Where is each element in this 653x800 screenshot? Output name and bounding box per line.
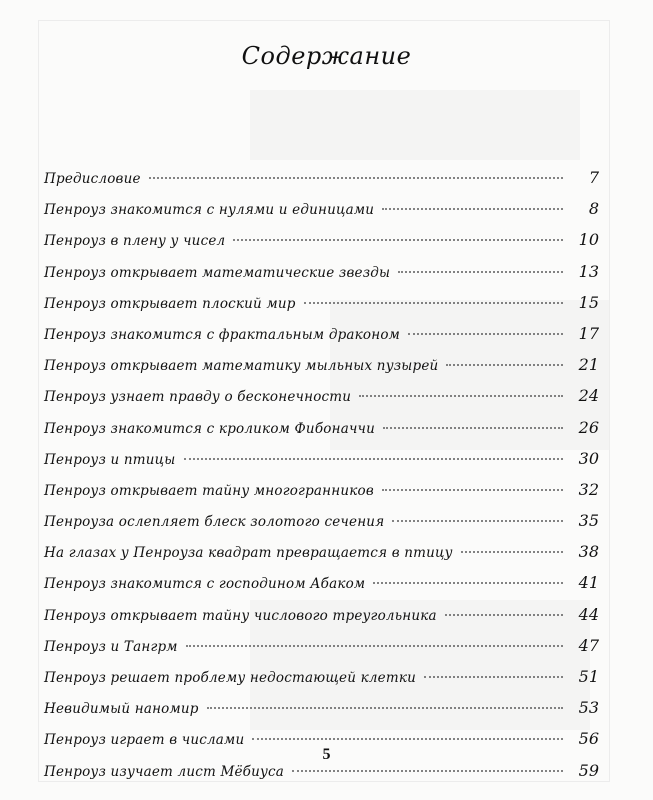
toc-entry-title: Пенроуз и птицы	[44, 451, 176, 468]
page-title: Содержание	[241, 42, 412, 70]
toc-entry[interactable]	[44, 287, 599, 318]
toc-entry-page: 26	[578, 417, 599, 437]
dot-leader	[382, 489, 563, 491]
toc-entry-title: Пенроуз открывает тайну многогранников	[44, 482, 374, 499]
toc-entry[interactable]	[44, 349, 599, 380]
toc-entry[interactable]	[44, 474, 599, 505]
toc-entry-title: Невидимый наномир	[44, 701, 199, 718]
toc-entry-page: 56	[578, 729, 599, 749]
toc-entry-title: Пенроуз решает проблему недостающей клетки	[44, 670, 417, 686]
toc-entry-page: 47	[578, 635, 599, 655]
toc-entry-page: 13	[578, 261, 599, 281]
toc-entry-page: 30	[578, 448, 599, 468]
toc-entry-page: 53	[578, 698, 599, 718]
table-of-contents	[44, 162, 599, 786]
toc-entry-title: Пенроуз знакомится с господином Абаком	[44, 576, 366, 593]
toc-entry[interactable]	[44, 505, 599, 536]
toc-entry-page: 51	[578, 667, 599, 686]
toc-entry-page: 24	[578, 386, 599, 406]
dot-leader	[233, 239, 563, 241]
dot-leader	[461, 551, 563, 553]
toc-entry-page: 38	[578, 542, 599, 562]
toc-entry[interactable]	[44, 536, 599, 567]
toc-entry[interactable]	[44, 567, 599, 598]
dot-leader	[149, 177, 563, 179]
dot-leader	[292, 770, 563, 772]
dot-leader	[207, 707, 563, 709]
toc-entry-title: Пенроуз и Тангрм	[44, 638, 178, 655]
toc-entry-page: 7	[588, 168, 599, 187]
dot-leader	[398, 271, 563, 273]
dot-leader	[252, 738, 563, 740]
toc-entry-page: 8	[588, 199, 599, 219]
toc-entry-title: Пенроуза ослепляет блеск золотого сечения	[44, 514, 385, 531]
toc-entry-title: Пенроуз знакомится с нулями и единицами	[44, 202, 375, 219]
dot-leader	[184, 458, 563, 460]
toc-entry[interactable]	[44, 162, 599, 193]
dot-leader	[186, 645, 563, 647]
toc-entry[interactable]	[44, 443, 599, 474]
toc-entry-title: Пенроуз знакомится с фрактальным драконом	[44, 326, 401, 343]
dot-leader	[304, 302, 563, 304]
toc-entry[interactable]	[44, 412, 599, 443]
toc-entry-page: 21	[578, 355, 599, 375]
dot-leader	[383, 427, 563, 429]
dot-leader	[408, 333, 563, 335]
toc-entry[interactable]	[44, 692, 599, 723]
toc-entry[interactable]	[44, 380, 599, 411]
toc-entry-title: Пенроуз играет в числами	[44, 732, 245, 749]
toc-entry[interactable]	[44, 224, 599, 255]
toc-entry-title: Пенроуз открывает математические звезды	[44, 264, 391, 281]
toc-entry-title: Пенроуз изучает лист Мёбиуса	[44, 763, 285, 780]
bleed-image-top	[250, 90, 580, 160]
toc-entry-title: Пенроуз открывает тайну числового треугольника	[44, 607, 437, 624]
toc-entry-page: 32	[578, 479, 599, 499]
dot-leader	[382, 208, 563, 210]
toc-entry[interactable]	[44, 661, 599, 692]
toc-entry[interactable]	[44, 630, 599, 661]
toc-entry[interactable]	[44, 256, 599, 287]
toc-entry[interactable]	[44, 599, 599, 630]
toc-entry-title: Пенроуз открывает математику мыльных пузырей	[44, 358, 439, 375]
toc-entry-title: На глазах у Пенроуза квадрат превращается в птицу	[44, 545, 453, 562]
dot-leader	[424, 676, 563, 678]
toc-entry-page: 35	[578, 511, 599, 531]
toc-entry-page: 17	[578, 323, 599, 343]
toc-entry-page: 41	[578, 573, 599, 593]
toc-entry-page: 44	[578, 604, 599, 624]
dot-leader	[445, 614, 563, 616]
toc-entry-page: 59	[578, 760, 599, 780]
toc-entry-page: 10	[578, 230, 599, 250]
toc-entry[interactable]	[44, 193, 599, 224]
toc-entry[interactable]	[44, 318, 599, 349]
dot-leader	[359, 395, 563, 397]
toc-entry-title: Пенроуз открывает плоский мир	[44, 295, 296, 312]
dot-leader	[373, 582, 563, 584]
dot-leader	[392, 520, 563, 522]
toc-entry-title: Пенроуз знакомится с кроликом Фибоначчи	[44, 420, 376, 437]
page-number: 5	[322, 746, 331, 763]
dot-leader	[446, 364, 563, 366]
toc-entry-title: Пенроуз узнает правду о бесконечности	[44, 389, 352, 406]
toc-entry-title: Пенроуз в плену у чисел	[44, 233, 226, 250]
toc-entry-page: 15	[578, 292, 599, 312]
toc-entry-title: Предисловие	[44, 171, 141, 187]
